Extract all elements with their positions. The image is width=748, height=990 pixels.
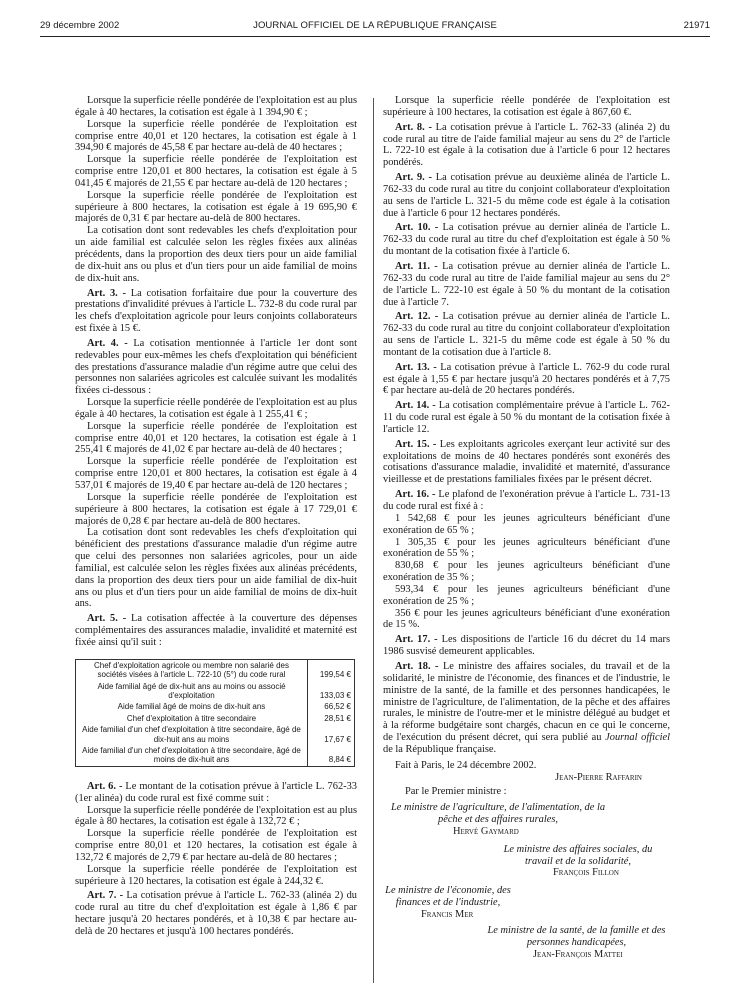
article-12: Art. 12. - La cotisation prévue au dernier alinéa de l'article L. 762-33 du code rural au titre du conjoint collaborateur d'exploitation au sens de l'article L. 321-5 du même code est égale à 50 % du montant de la cotisation due à l'article 8. (383, 311, 670, 358)
paragraph: Lorsque la superficie réelle pondérée de l'exploitation est comprise entre 40,01 et 120 hectares, la cotisation est égale à 1 255,41 € majorés de 41,02 € par hectare au-delà de 40 hectares ; (75, 420, 357, 456)
list-item: 1 305,35 € pour les jeunes agriculteurs bénéficiant d'une exonération de 55 % ; (383, 536, 670, 560)
by-pm: Par le Premier ministre : (405, 786, 507, 798)
table-cell-label: Aide familial âgé de dix-huit ans au moins ou associé d'exploitation (76, 681, 308, 702)
signatory-name: Jean-François Mattei (533, 948, 623, 960)
table-cell-label: Chef d'exploitation à titre secondaire (76, 713, 308, 724)
table-cell-amount: 199,54 € (319, 670, 351, 680)
article-label: Art. 4. - (87, 337, 128, 349)
article-label: Art. 16. - (395, 489, 436, 501)
contribution-table (75, 659, 355, 767)
page-header (40, 20, 710, 36)
article-label: Art. 6. - (87, 780, 123, 792)
article-label: Art. 14. - (395, 400, 436, 412)
paragraph: Lorsque la superficie réelle pondérée de l'exploitation est comprise entre 80,01 et 120 hectares, la cotisation est égale à 132,72 € majorés de 2,79 € par hectare au-delà de 80 hectares ; (75, 828, 357, 863)
pm-signature: Jean-Pierre Raffarin (555, 771, 642, 783)
paragraph: Lorsque la superficie réelle pondérée de l'exploitation est supérieure à 800 hectares, la cotisation est égale à 17 729,01 € majorés de 0,28 € par hectare au-delà de 800 hectares. (75, 491, 357, 527)
article-label: Art. 11. - (395, 260, 438, 272)
article-label: Art. 3. - (87, 287, 126, 299)
article-18: Art. 18. - Le ministre des affaires sociales, du travail et de la solidarité, le ministre de l'économie, des finances et de l'industrie, le ministre de la santé, de la famille et des personnes handicapées, le ministre de l'agriculture, de l'alimentation, de la pêche et des affaires rurales, le ministre de l'outre-mer et le ministre délégué au budget et à la réforme budgétaire sont chargés, chacun en ce qui le concerne, de l'exécution du présent décret, qui sera publié au Journal officiel de la République française. (383, 660, 670, 755)
table-row (76, 745, 355, 766)
article-7: Art. 7. - La cotisation prévue à l'article L. 762-33 (alinéa 2) du code rural au titre du chef d'exploitation est égale à 1,86 € par hectare jusqu'à 20 hectares pondérés, et à 10,38 € par hectare au-delà de 20 hectares et jusqu'à 100 hectares pondérés. (75, 890, 357, 937)
signatory-name: Francis Mer (421, 909, 474, 920)
list-item: 1 542,68 € pour les jeunes agriculteurs bénéficiant d'une exonération de 65 % ; (383, 512, 670, 536)
paragraph: La cotisation dont sont redevables les chefs d'exploitation qui bénéficient des prestations d'assurance maladie d'un régime autre que celui des personnes non salariées agricoles, pour un aide familial, est calculée selon les règles fixées aux alinéas précédents, dans la proportion des deux tiers pour un aide familial de dix-huit ans ou plus et d'un tiers pour un aide familial de moins de dix-huit ans. (75, 527, 357, 610)
paragraph: Lorsque la superficie réelle pondérée de l'exploitation est comprise entre 40,01 et 120 hectares, la cotisation est égale à 1 394,90 € majorés de 45,58 € par hectare au-delà de 40 hectares ; (75, 118, 357, 154)
article-6: Art. 6. - Le montant de la cotisation prévue à l'article L. 762-33 (1er alinéa) du code rural est fixé comme suit : (75, 780, 357, 804)
article-10: Art. 10. - La cotisation prévue au dernier alinéa de l'article L. 762-33 du code rural au titre du chef d'exploitation est égale à 50 % du montant de la cotisation fixée à l'article 6. (383, 222, 670, 258)
paragraph: Lorsque la superficie réelle pondérée de l'exploitation est au plus égale à 40 hectares, la cotisation est égale à 1 394,90 € ; (75, 95, 357, 118)
issue-date: 29 décembre 2002 (40, 20, 120, 31)
article-label: Art. 10. - (395, 222, 439, 234)
article-4: Art. 4. - La cotisation mentionnée à l'article 1er dont sont redevables pour eux-mêmes les chefs d'exploitation qui bénéficient des prestations d'assurance maladie d'un régime autre que celui des personnes non salariées agricoles est calculée suivant les modalités fixées ci-dessous : (75, 337, 357, 397)
table-cell-label: Chef d'exploitation agricole ou membre non salarié des sociétés visées à l'article L. 722-10 (5°) du code rural (76, 659, 308, 680)
paragraph: Lorsque la superficie réelle pondérée de l'exploitation est supérieure à 100 hectares, la cotisation est égale à 867,60 €. (383, 95, 670, 118)
article-label: Art. 13. - (395, 361, 437, 373)
article-9: Art. 9. - La cotisation prévue au deuxième alinéa de l'article L. 762-33 du code rural au titre du conjoint collaborateur d'exploitation au sens de l'article L. 321-5 du même code est égale à la cotisation due à l'article 6 pour 12 hectares pondérés. (383, 172, 670, 219)
paragraph: Lorsque la superficie réelle pondérée de l'exploitation est au plus égale à 40 hectares, la cotisation est égale à 1 255,41 € ; (75, 397, 357, 420)
journal-title: JOURNAL OFFICIEL DE LA RÉPUBLIQUE FRANÇAISE (253, 20, 497, 31)
signatory-name: François Fillon (553, 867, 619, 879)
article-16: Art. 16. - Le plafond de l'exonération prévue à l'article L. 731-13 du code rural est fixé à : (383, 489, 671, 512)
table-row (76, 681, 355, 702)
table-cell-amount: 8,84 € (328, 755, 351, 765)
article-13: Art. 13. - La cotisation prévue à l'article L. 762-9 du code rural est égale à 1,55 € par hectare jusqu'à 20 hectares pondérés et à 7,75 € par hectare au-delà de 20 hectares pondérés. (383, 361, 670, 397)
article-17: Art. 17. - Les dispositions de l'article 16 du décret du 14 mars 1986 susvisé demeurent applicables. (383, 634, 670, 658)
article-label: Art. 18. - (395, 660, 439, 672)
article-label: Art. 12. - (395, 311, 439, 323)
paragraph: Lorsque la superficie réelle pondérée de l'exploitation est comprise entre 120,01 et 800 hectares, la cotisation est égale à 5 041,45 € majorés de 21,55 € par hectare au-delà de 120 hectares ; (75, 154, 357, 189)
paragraph: Lorsque la superficie réelle pondérée de l'exploitation est supérieure à 800 hectares, la cotisation est égale à 19 695,90 € majorés de 0,31 € par hectare au-delà de 800 hectares. (75, 189, 357, 225)
table-cell-label: Aide familial d'un chef d'exploitation à titre secondaire, âgé de moins de dix-huit ans (76, 745, 308, 766)
article-label: Art. 8. - (395, 121, 432, 133)
table-cell-label: Aide familial âgé de moins de dix-huit ans (76, 701, 308, 712)
table-row (76, 713, 355, 724)
table-row (76, 724, 355, 745)
paragraph: Lorsque la superficie réelle pondérée de l'exploitation est au plus égale à 80 hectares, la cotisation est égale à 132,72 € ; (75, 804, 357, 828)
article-5: Art. 5. - La cotisation affectée à la couverture des dépenses complémentaires des assurances maladie, invalidité et maternité est fixée ainsi qu'il suit : (75, 613, 357, 648)
header-rule (40, 36, 710, 37)
article-label: Art. 5. - (87, 613, 127, 625)
article-label: Art. 9. - (395, 172, 432, 184)
table-cell-amount: 28,51 € (324, 713, 351, 723)
list-item: 830,68 € pour les jeunes agriculteurs bénéficiant d'une exonération de 35 % ; (383, 560, 670, 584)
table-cell-label: Aide familial d'un chef d'exploitation à titre secondaire, âgé de dix-huit ans au moins (76, 724, 308, 745)
table-row (76, 701, 355, 712)
signatory-name: Hervé Gaymard (453, 825, 519, 837)
article-8: Art. 8. - La cotisation prévue à l'article L. 762-33 (alinéa 2) du code rural au titre de l'aide familial majeur au sens du 2° de l'article L. 722-10 est égale à la cotisation due à l'article 6 pour 12 hectares pondérés. (383, 121, 670, 169)
article-label: Art. 7. - (87, 890, 124, 902)
article-3: Art. 3. - La cotisation forfaitaire due pour la couverture des prestations d'invalidité prévues à l'article L. 732-8 du code rural par les chefs d'exploitation agricole pour leurs conjoints collaborateurs est fixée à 15 €. (75, 287, 357, 335)
page-number: 21971 (683, 20, 710, 31)
article-11: Art. 11. - La cotisation prévue au dernier alinéa de l'article L. 762-33 du code rural au titre de l'aide familial majeur au sens du 2° de l'article L. 722-10 est égale à 50 % du montant de la cotisation due à l'article 7. (383, 260, 670, 308)
signatory-title: Le ministre des affaires sociales, du travail et de la solidarité, (503, 843, 653, 867)
article-15: Art. 15. - Les exploitants agricoles exerçant leur activité sur des exploitations de moins de 40 hectares pondérés sont exonérés des cotisations d'assurance maladie, invalidité et maternité, d'assurance vieillesse et de prestations familiales fixées par le présent décret. (383, 438, 670, 486)
paragraph: Lorsque la superficie réelle pondérée de l'exploitation est comprise entre 120,01 et 800 hectares, la cotisation est égale à 4 537,01 € majorés de 19,40 € par hectare au-delà de 120 hectares ; (75, 456, 357, 491)
left-column (75, 95, 357, 938)
right-column (383, 95, 670, 960)
paragraph: Lorsque la superficie réelle pondérée de l'exploitation est supérieure à 120 hectares, la cotisation est égale à 244,32 €. (75, 863, 357, 887)
table-cell-amount: 17,67 € (324, 734, 351, 744)
column-divider (373, 98, 374, 983)
table-cell-amount: 133,03 € (319, 691, 351, 701)
done-at: Fait à Paris, le 24 décembre 2002. (395, 759, 537, 771)
table-cell-amount: 66,52 € (324, 702, 351, 712)
article-label: Art. 15. - (395, 438, 437, 450)
list-item: 593,34 € pour les jeunes agriculteurs bénéficiant d'une exonération de 25 % ; (383, 583, 670, 607)
signatory-title: Le ministre de l'agriculture, de l'alimentation, de la pêche et des affaires rurales, (390, 802, 606, 826)
journal-reference: Journal officiel (605, 732, 670, 744)
article-14: Art. 14. - La cotisation complémentaire prévue à l'article L. 762-11 du code rural est égale à 50 % du montant de la cotisation fixée à l'article 12. (383, 400, 670, 435)
signatory-title: Le ministre de la santé, de la famille et des personnes handicapées, (487, 924, 666, 948)
signatory-title: Le ministre de l'économie, des finances et de l'industrie, (385, 885, 511, 909)
list-item: 356 € pour les jeunes agriculteurs bénéficiant d'une exonération de 15 %. (383, 607, 670, 631)
table-row (76, 659, 355, 680)
article-label: Art. 17. - (395, 634, 438, 646)
paragraph: La cotisation dont sont redevables les chefs d'exploitation pour un aide familial est calculée selon les règles fixées aux alinéas précédents, dans la proportion des deux tiers pour un aide familial de dix-huit ans ou plus et d'un tiers pour un aide familial de moins de dix-huit ans. (75, 225, 357, 284)
